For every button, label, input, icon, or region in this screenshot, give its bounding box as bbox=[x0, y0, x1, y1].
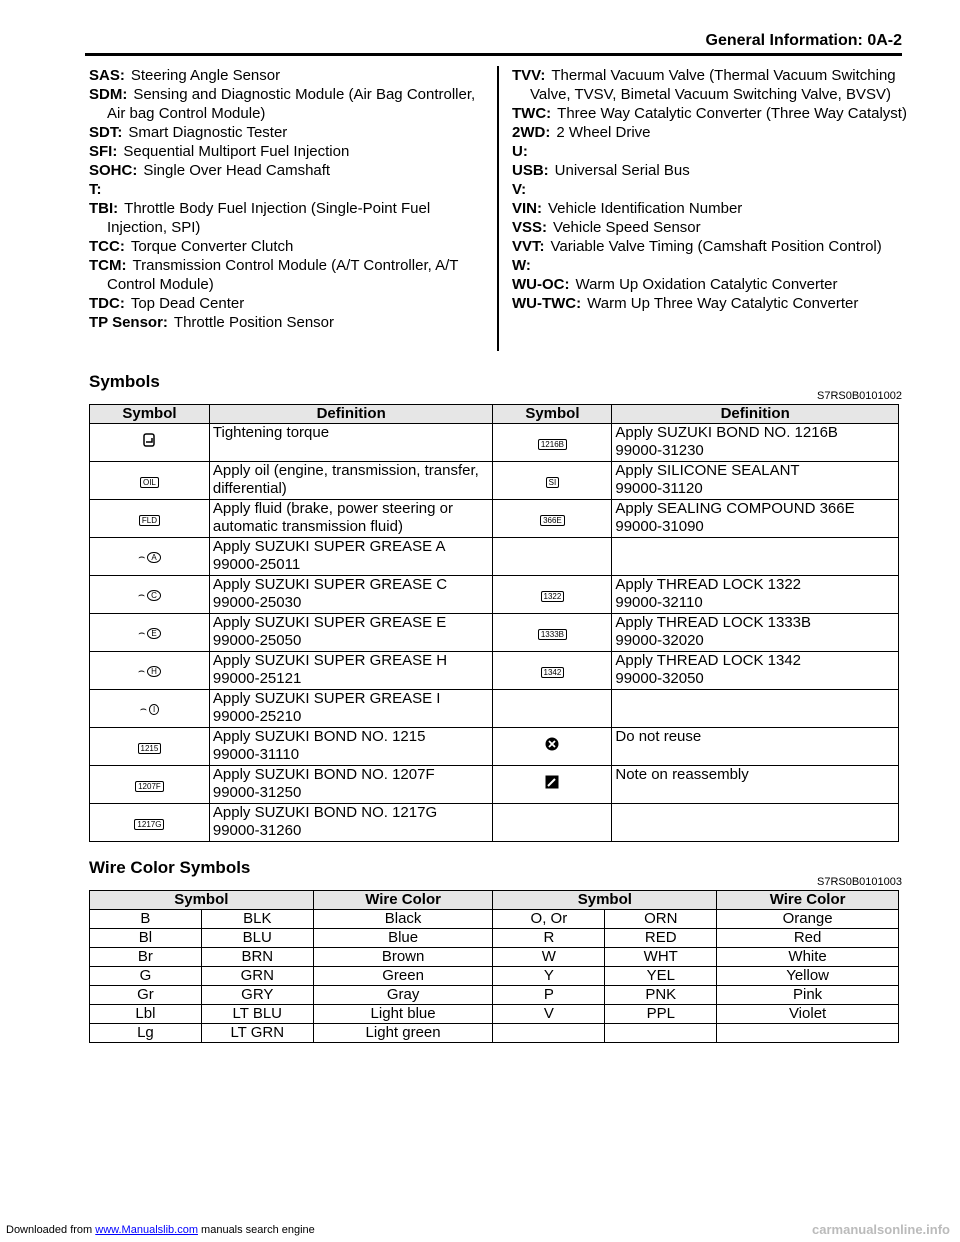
abbreviation-definition: Warm Up Three Way Catalytic Converter bbox=[587, 295, 859, 312]
definition-cell bbox=[209, 652, 493, 690]
grease-icon: ⌢ A bbox=[138, 548, 161, 566]
abbreviation-definition: Sequential Multiport Fuel Injection bbox=[123, 143, 350, 160]
symbol-tag-label: 1207F bbox=[135, 781, 164, 792]
definition-line: 99000-32050 bbox=[615, 670, 704, 687]
symbol-cell bbox=[493, 424, 612, 462]
symbol-cell bbox=[493, 576, 612, 614]
abbreviation-item bbox=[512, 104, 907, 123]
wire-cell: W bbox=[493, 948, 605, 967]
definition-line: Apply oil (engine, transmission, transfer, bbox=[212, 462, 479, 479]
wire-cell: Violet bbox=[717, 1005, 899, 1024]
symbol-tag-label: C bbox=[147, 590, 161, 601]
abbreviation-item bbox=[89, 237, 484, 256]
symbol-cell bbox=[90, 538, 210, 576]
do-not-reuse-icon bbox=[545, 737, 559, 751]
definition-line: Apply SUZUKI BOND NO. 1216B bbox=[615, 424, 838, 441]
definition-cell bbox=[612, 766, 899, 804]
grease-icon: ⌢ E bbox=[138, 624, 161, 642]
abbreviation-definition: Sensing and Diagnostic Module (Air Bag Controller, Air bag Control Module) bbox=[107, 86, 476, 122]
definition-line: Apply SEALING COMPOUND 366E bbox=[615, 500, 855, 517]
definition-line: 99000-25030 bbox=[212, 594, 302, 611]
abbreviation-definition: Warm Up Oxidation Catalytic Converter bbox=[575, 276, 838, 293]
symbols-column-header: Definition bbox=[209, 405, 493, 424]
abbreviation-term: TCM: bbox=[89, 257, 127, 274]
torque-icon bbox=[142, 432, 156, 448]
symbol-cell bbox=[90, 462, 210, 500]
symbol-cell bbox=[493, 728, 612, 766]
thread-lock-icon bbox=[541, 591, 565, 602]
definition-cell bbox=[612, 652, 899, 690]
wire-cell: LT BLU bbox=[201, 1005, 313, 1024]
abbreviation-definition: Transmission Control Module (A/T Controller, A/T Control Module) bbox=[107, 257, 459, 293]
abbreviation-definition: Three Way Catalytic Converter (Three Way Catalyst) bbox=[557, 105, 907, 122]
wire-cell: BLU bbox=[201, 929, 313, 948]
symbols-column-header: Definition bbox=[612, 405, 899, 424]
note-icon bbox=[545, 775, 559, 789]
symbol-tag-label: OIL bbox=[140, 477, 159, 488]
definition-line: Apply SUZUKI BOND NO. 1207F bbox=[212, 766, 435, 783]
symbols-row bbox=[90, 804, 899, 842]
definition-line: 99000-31120 bbox=[615, 480, 703, 497]
wire-cell: BLK bbox=[201, 910, 313, 929]
abbreviation-definition: Steering Angle Sensor bbox=[130, 67, 281, 84]
wire-cell: Green bbox=[313, 967, 493, 986]
abbreviation-item bbox=[89, 199, 484, 237]
wire-cell: Light blue bbox=[313, 1005, 493, 1024]
wire-cell: Lbl bbox=[90, 1005, 202, 1024]
abbreviation-definition: Top Dead Center bbox=[130, 295, 245, 312]
definition-cell bbox=[612, 728, 899, 766]
definition-cell bbox=[209, 804, 493, 842]
wire-cell: White bbox=[717, 948, 899, 967]
symbol-cell bbox=[493, 804, 612, 842]
definition-line: 99000-25210 bbox=[212, 708, 302, 725]
definition-cell bbox=[612, 500, 899, 538]
wire-cell bbox=[493, 1024, 605, 1043]
bond-icon bbox=[538, 439, 567, 450]
symbols-row bbox=[90, 500, 899, 538]
symbol-cell bbox=[493, 614, 612, 652]
wire-cell: RED bbox=[605, 929, 717, 948]
definition-line: 99000-25011 bbox=[212, 556, 301, 573]
abbreviation-term: TP Sensor: bbox=[89, 314, 168, 331]
abbreviation-item bbox=[89, 180, 484, 199]
symbol-cell bbox=[90, 614, 210, 652]
footer-suffix: manuals search engine bbox=[201, 1224, 315, 1236]
wire-column-header: Wire Color bbox=[717, 891, 899, 910]
abbreviation-term: SOHC: bbox=[89, 162, 138, 179]
definition-line: Apply THREAD LOCK 1333B bbox=[615, 614, 812, 631]
wire-cell: R bbox=[493, 929, 605, 948]
symbols-row bbox=[90, 766, 899, 804]
abbreviation-term: V: bbox=[512, 181, 527, 198]
definition-line: 99000-25050 bbox=[212, 632, 302, 649]
wire-cell: Orange bbox=[717, 910, 899, 929]
bond-icon bbox=[138, 743, 162, 754]
abbreviation-term: TVV: bbox=[512, 67, 546, 84]
wire-row bbox=[90, 910, 899, 929]
definition-cell bbox=[209, 766, 493, 804]
abbreviation-item bbox=[512, 123, 907, 142]
abbreviation-definition: Throttle Position Sensor bbox=[173, 314, 334, 331]
symbol-cell bbox=[90, 690, 210, 728]
symbol-cell bbox=[90, 804, 210, 842]
symbols-section-title: Symbols bbox=[89, 372, 160, 391]
abbreviation-definition: Vehicle Identification Number bbox=[548, 200, 743, 217]
wire-cell: Gr bbox=[90, 986, 202, 1005]
symbol-tag-label: I bbox=[149, 704, 159, 715]
abbreviation-item bbox=[89, 161, 484, 180]
header-rule bbox=[85, 53, 902, 56]
wire-cell: Light green bbox=[313, 1024, 493, 1043]
abbreviation-definition: 2 Wheel Drive bbox=[556, 124, 651, 141]
wire-cell: GRY bbox=[201, 986, 313, 1005]
abbreviation-definition: Variable Valve Timing (Camshaft Position Control) bbox=[550, 238, 882, 255]
definition-line: Apply fluid (brake, power steering or bbox=[212, 500, 453, 517]
abbreviation-term: VVT: bbox=[512, 238, 545, 255]
wire-cell bbox=[605, 1024, 717, 1043]
abbreviation-definition: Torque Converter Clutch bbox=[130, 238, 294, 255]
abbreviation-item bbox=[89, 123, 484, 142]
symbols-row bbox=[90, 538, 899, 576]
wire-cell: Y bbox=[493, 967, 605, 986]
definition-cell bbox=[209, 538, 493, 576]
column-divider bbox=[497, 66, 499, 351]
wire-row bbox=[90, 1024, 899, 1043]
symbol-cell bbox=[493, 500, 612, 538]
definition-line: Apply SUZUKI BOND NO. 1215 bbox=[212, 728, 426, 745]
definition-cell bbox=[612, 614, 899, 652]
abbreviation-item bbox=[512, 66, 907, 104]
oil-can-icon bbox=[140, 477, 159, 488]
wire-cell: WHT bbox=[605, 948, 717, 967]
definition-line: automatic transmission fluid) bbox=[212, 518, 403, 535]
definition-cell bbox=[209, 614, 493, 652]
symbol-tag-label: FLD bbox=[139, 515, 160, 526]
abbreviation-definition: Smart Diagnostic Tester bbox=[128, 124, 288, 141]
symbol-tag-label: A bbox=[147, 552, 160, 563]
definition-line: 99000-25121 bbox=[212, 670, 302, 687]
abbreviation-term: WU-OC: bbox=[512, 276, 570, 293]
symbol-cell bbox=[90, 500, 210, 538]
page-header: General Information: 0A-2 bbox=[705, 32, 902, 49]
symbol-cell bbox=[493, 766, 612, 804]
symbol-tag-label: 366E bbox=[540, 515, 565, 526]
wire-cell: YEL bbox=[605, 967, 717, 986]
footer-prefix: Downloaded from bbox=[6, 1224, 93, 1236]
thread-lock-icon bbox=[538, 629, 567, 640]
abbreviation-term: SDM: bbox=[89, 86, 128, 103]
definition-cell bbox=[209, 728, 493, 766]
footer-download-note bbox=[6, 1224, 315, 1236]
definition-line: Tightening torque bbox=[212, 424, 330, 441]
definition-cell bbox=[612, 576, 899, 614]
definition-line: differential) bbox=[212, 480, 287, 497]
abbreviation-item bbox=[89, 66, 484, 85]
definition-cell bbox=[612, 804, 899, 842]
manualslib-link[interactable]: www.Manualslib.com bbox=[95, 1224, 198, 1236]
definition-cell bbox=[612, 462, 899, 500]
fluid-icon bbox=[139, 515, 160, 526]
definition-line: Apply SUZUKI SUPER GREASE A bbox=[212, 538, 446, 555]
symbol-cell bbox=[90, 576, 210, 614]
abbreviation-item bbox=[512, 256, 907, 275]
definition-line: 99000-31110 bbox=[212, 746, 300, 763]
wire-row bbox=[90, 1005, 899, 1024]
symbol-cell bbox=[493, 690, 612, 728]
symbol-tag-label: 1216B bbox=[538, 439, 567, 450]
abbreviation-term: T: bbox=[89, 181, 102, 198]
symbols-section-code: S7RS0B0101002 bbox=[816, 390, 902, 402]
definition-line: Apply SUZUKI SUPER GREASE I bbox=[212, 690, 441, 707]
definition-line: Apply THREAD LOCK 1322 bbox=[615, 576, 801, 593]
definition-line: Apply SUZUKI SUPER GREASE E bbox=[212, 614, 447, 631]
abbreviation-term: TWC: bbox=[512, 105, 552, 122]
definition-cell bbox=[209, 424, 493, 462]
abbreviation-definition: Vehicle Speed Sensor bbox=[553, 219, 701, 236]
wire-cell: O, Or bbox=[493, 910, 605, 929]
abbreviation-term: 2WD: bbox=[512, 124, 551, 141]
abbreviation-term: SDT: bbox=[89, 124, 123, 141]
definition-line: Apply THREAD LOCK 1342 bbox=[615, 652, 801, 669]
abbreviation-item bbox=[512, 180, 907, 199]
bond-icon bbox=[135, 781, 164, 792]
definition-line: Note on reassembly bbox=[615, 766, 749, 783]
symbol-tag-label: 1333B bbox=[538, 629, 567, 640]
wire-column-header: Symbol bbox=[493, 891, 717, 910]
symbols-row bbox=[90, 728, 899, 766]
symbol-tag-label: H bbox=[147, 666, 161, 677]
wire-cell: Yellow bbox=[717, 967, 899, 986]
abbreviation-term: WU-TWC: bbox=[512, 295, 582, 312]
symbol-cell bbox=[493, 652, 612, 690]
abbreviation-item bbox=[512, 161, 907, 180]
wire-cell: V bbox=[493, 1005, 605, 1024]
symbol-tag-label: 1217G bbox=[134, 819, 164, 830]
compound-icon bbox=[540, 515, 565, 526]
definition-line: 99000-31250 bbox=[212, 784, 302, 801]
wire-cell: B bbox=[90, 910, 202, 929]
wire-row bbox=[90, 986, 899, 1005]
symbols-column-header: Symbol bbox=[493, 405, 612, 424]
abbreviation-term: TBI: bbox=[89, 200, 119, 217]
wire-cell: Lg bbox=[90, 1024, 202, 1043]
abbreviation-item bbox=[512, 218, 907, 237]
wire-cell: Br bbox=[90, 948, 202, 967]
symbols-row bbox=[90, 652, 899, 690]
wire-cell: Blue bbox=[313, 929, 493, 948]
definition-cell bbox=[612, 538, 899, 576]
abbreviation-term: USB: bbox=[512, 162, 549, 179]
symbols-table bbox=[89, 404, 899, 842]
definition-line: Apply SILICONE SEALANT bbox=[615, 462, 800, 479]
abbreviation-definition: Throttle Body Fuel Injection (Single-Point Fuel Injection, SPI) bbox=[107, 200, 431, 236]
symbol-tag-label: 1215 bbox=[138, 743, 162, 754]
symbol-cell bbox=[493, 538, 612, 576]
definition-line: 99000-31260 bbox=[212, 822, 302, 839]
symbol-cell bbox=[493, 462, 612, 500]
grease-icon: ⌢ H bbox=[138, 662, 161, 680]
abbreviation-term: TCC: bbox=[89, 238, 125, 255]
definition-line: 99000-31090 bbox=[615, 518, 704, 535]
definition-line: 99000-31230 bbox=[615, 442, 704, 459]
grease-icon: ⌢ C bbox=[138, 586, 161, 604]
wire-cell: Pink bbox=[717, 986, 899, 1005]
definition-line: 99000-32110 bbox=[615, 594, 703, 611]
wire-row bbox=[90, 967, 899, 986]
abbreviation-term: SAS: bbox=[89, 67, 125, 84]
abbreviation-term: TDC: bbox=[89, 295, 125, 312]
definition-line: Apply SUZUKI SUPER GREASE C bbox=[212, 576, 448, 593]
abbreviation-item bbox=[89, 294, 484, 313]
wire-cell: ORN bbox=[605, 910, 717, 929]
wire-section-title: Wire Color Symbols bbox=[89, 858, 251, 877]
abbreviation-item bbox=[512, 294, 907, 313]
wire-column-header: Symbol bbox=[90, 891, 314, 910]
abbreviation-item bbox=[512, 142, 907, 161]
thread-lock-icon bbox=[541, 667, 565, 678]
definition-line: Apply SUZUKI BOND NO. 1217G bbox=[212, 804, 438, 821]
abbreviation-item bbox=[512, 275, 907, 294]
abbreviation-item bbox=[89, 142, 484, 161]
symbol-tag-label: 1322 bbox=[541, 591, 565, 602]
abbreviation-item bbox=[89, 85, 484, 123]
wire-cell: PPL bbox=[605, 1005, 717, 1024]
symbols-row bbox=[90, 690, 899, 728]
wire-cell: Red bbox=[717, 929, 899, 948]
abbreviation-definition: Thermal Vacuum Valve (Thermal Vacuum Switching Valve, TVSV, Bimetal Vacuum Switching Valve, BVSV) bbox=[530, 67, 896, 103]
abbreviation-term: VSS: bbox=[512, 219, 548, 236]
definition-cell bbox=[209, 576, 493, 614]
wire-cell: LT GRN bbox=[201, 1024, 313, 1043]
wire-cell: Bl bbox=[90, 929, 202, 948]
wire-cell: Black bbox=[313, 910, 493, 929]
grease-icon: ⌢ I bbox=[140, 700, 159, 718]
wire-cell: P bbox=[493, 986, 605, 1005]
abbreviation-definition: Single Over Head Camshaft bbox=[143, 162, 331, 179]
abbreviation-definition: Universal Serial Bus bbox=[554, 162, 690, 179]
symbol-cell bbox=[90, 424, 210, 462]
wire-color-table bbox=[89, 890, 899, 1043]
abbreviation-item bbox=[512, 199, 907, 218]
symbol-cell bbox=[90, 652, 210, 690]
symbols-row bbox=[90, 462, 899, 500]
bond-icon bbox=[134, 819, 164, 830]
abbreviation-term: VIN: bbox=[512, 200, 542, 217]
watermark: carmanualsonline.info bbox=[812, 1222, 950, 1237]
symbols-row bbox=[90, 424, 899, 462]
wire-section-code: S7RS0B0101003 bbox=[816, 876, 902, 888]
abbreviation-term: U: bbox=[512, 143, 528, 160]
wire-cell: PNK bbox=[605, 986, 717, 1005]
wire-row bbox=[90, 948, 899, 967]
sealant-icon bbox=[546, 477, 560, 488]
definition-line: Do not reuse bbox=[615, 728, 702, 745]
abbreviation-item bbox=[512, 237, 907, 256]
symbols-column-header: Symbol bbox=[90, 405, 210, 424]
wire-cell: GRN bbox=[201, 967, 313, 986]
symbol-cell bbox=[90, 728, 210, 766]
symbol-tag-label: E bbox=[147, 628, 160, 639]
wire-cell bbox=[717, 1024, 899, 1043]
symbols-row bbox=[90, 576, 899, 614]
definition-cell bbox=[209, 690, 493, 728]
definition-cell bbox=[209, 462, 493, 500]
wire-cell: G bbox=[90, 967, 202, 986]
wire-row bbox=[90, 929, 899, 948]
symbol-tag-label: SI bbox=[546, 477, 560, 488]
abbreviation-list-right bbox=[512, 66, 907, 313]
abbreviation-item bbox=[89, 313, 484, 332]
definition-cell bbox=[612, 690, 899, 728]
symbol-cell bbox=[90, 766, 210, 804]
abbreviation-term: W: bbox=[512, 257, 531, 274]
symbol-tag-label: 1342 bbox=[541, 667, 565, 678]
wire-column-header: Wire Color bbox=[313, 891, 493, 910]
symbols-row bbox=[90, 614, 899, 652]
definition-line: 99000-32020 bbox=[615, 632, 704, 649]
wire-cell: Brown bbox=[313, 948, 493, 967]
abbreviation-list-left bbox=[89, 66, 484, 332]
wire-cell: Gray bbox=[313, 986, 493, 1005]
abbreviation-item bbox=[89, 256, 484, 294]
abbreviation-term: SFI: bbox=[89, 143, 118, 160]
wire-cell: BRN bbox=[201, 948, 313, 967]
definition-cell bbox=[209, 500, 493, 538]
definition-line: Apply SUZUKI SUPER GREASE H bbox=[212, 652, 448, 669]
definition-cell bbox=[612, 424, 899, 462]
